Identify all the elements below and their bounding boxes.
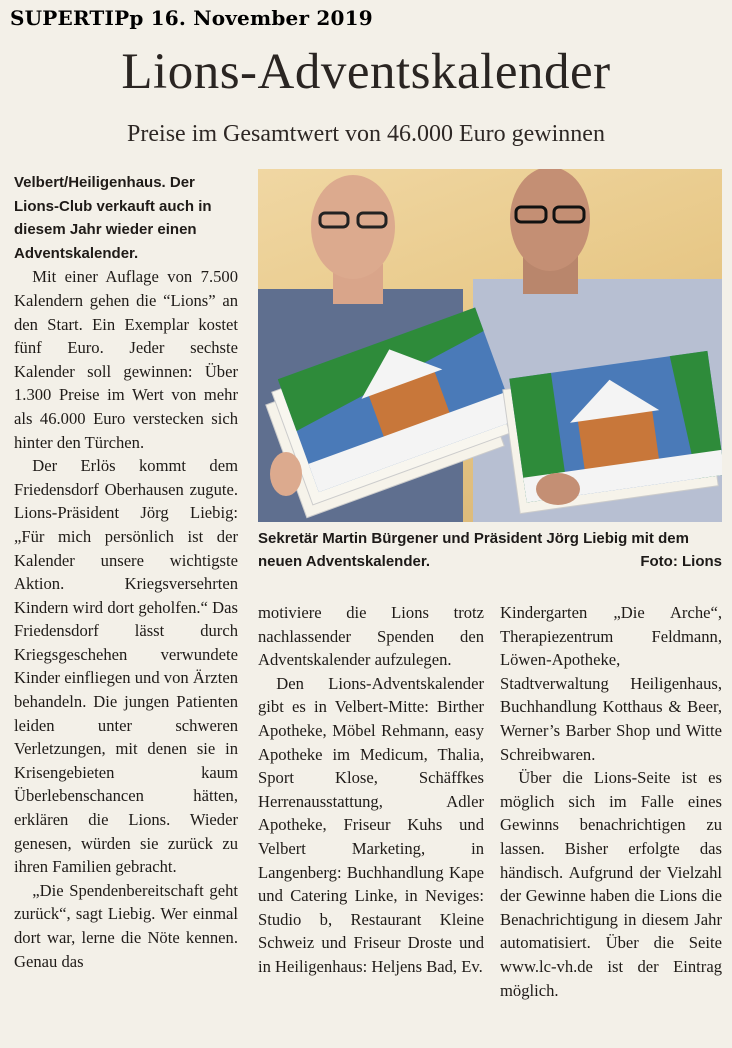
article-lead: Velbert/Heiligenhaus. Der Lions-Club verkauft auch in diesem Jahr wieder einen Adventskalender. xyxy=(14,174,212,262)
article-paragraph: Über die Lions-Seite ist es möglich sich im Falle eines Gewinns benachrichtigen zu lassen. Bisher erfolgte das händisch. Aufgrund der Vielzahl der Gewinne haben die Lions die Benachrichtigung in diesem Jahr automatisiert. Über die Seite www.lc-vh.de ist der Eintrag möglich. xyxy=(500,768,722,1000)
headline: Lions-Adventskalender xyxy=(121,44,611,100)
photo-caption xyxy=(258,527,722,573)
article-paragraph: Der Erlös kommt dem Friedensdorf Oberhausen zugute. Lions-Präsident Jörg Liebig: „Für mich persönlich ist der Kalender unsere wichtigste Aktion. Kriegsversehrten Kindern wird dort geholfen.“ Das Friedensdorf lässt durch Kriegsgeschehen verwundete Kinder einfliegen und von Ärzten behandeln. Die jungen Patienten leiden unter schweren Verletzungen, mit denen sie in Krisengebieten kaum Überlebenschancen hätten, erklären die Lions. Wieder genesen, würden sie zurück zu ihren Familien gebracht. xyxy=(14,456,238,877)
right-person-face xyxy=(510,169,590,271)
article-paragraph: Den Lions-Adventskalender gibt es in Velbert-Mitte: Birther Apotheke, Möbel Rehmann, easy Apotheke im Medicum, Thalia, Sport Klose, Schäffkes Herrenausstattung, Adler Apotheke, Friseur Kuhs und Velbert Marketing, in Langenberg: Buchhandlung Kape und Catering Linke, in Neviges: Studio b, Restaurant Kleine Schweiz und Friseur Droste und in Heiligenhaus: Heljens Bad, Ev. xyxy=(258,673,484,976)
article-column-2 xyxy=(258,601,484,979)
article-paragraph: motiviere die Lions trotz nachlassender Spenden den Adventskalender aufzulegen. xyxy=(258,603,484,670)
caption-text: Sekretär Martin Bürgener und Präsident Jörg Liebig mit dem neuen Adventskalender. xyxy=(258,530,689,570)
masthead: SUPERTIPp 16. November 2019 xyxy=(10,6,373,30)
advent-calendar-right xyxy=(501,351,722,514)
subheadline: Preise im Gesamtwert von 46.000 Euro gewinnen xyxy=(127,121,605,147)
article-column-1 xyxy=(14,171,238,973)
article-paragraph: Kindergarten „Die Arche“, Therapiezentrum Feldmann, Löwen-Apotheke, Stadtverwaltung Heiligenhaus, Buchhandlung Kotthaus & Beer, Werner’s Barber Shop und Witte Schreibwaren. xyxy=(500,603,722,764)
article-column-3 xyxy=(500,601,722,1002)
photo-illustration xyxy=(258,169,722,522)
article-paragraph: Mit einer Auflage von 7.500 Kalendern gehen die “Lions” an den Start. Ein Exemplar kostet fünf Euro. Jeder sechste Kalender soll gewinnen: Über 1.300 Preise im Wert von mehr als 46.000 Euro verstecken sich hinter den Türchen. xyxy=(14,267,238,452)
photo-credit: Foto: Lions xyxy=(640,553,722,570)
article-photo xyxy=(258,169,722,522)
article-paragraph: „Die Spendenbereitschaft geht zurück“, sagt Liebig. Wer einmal dort war, lerne die Nöte kennen. Genau das xyxy=(14,880,238,971)
